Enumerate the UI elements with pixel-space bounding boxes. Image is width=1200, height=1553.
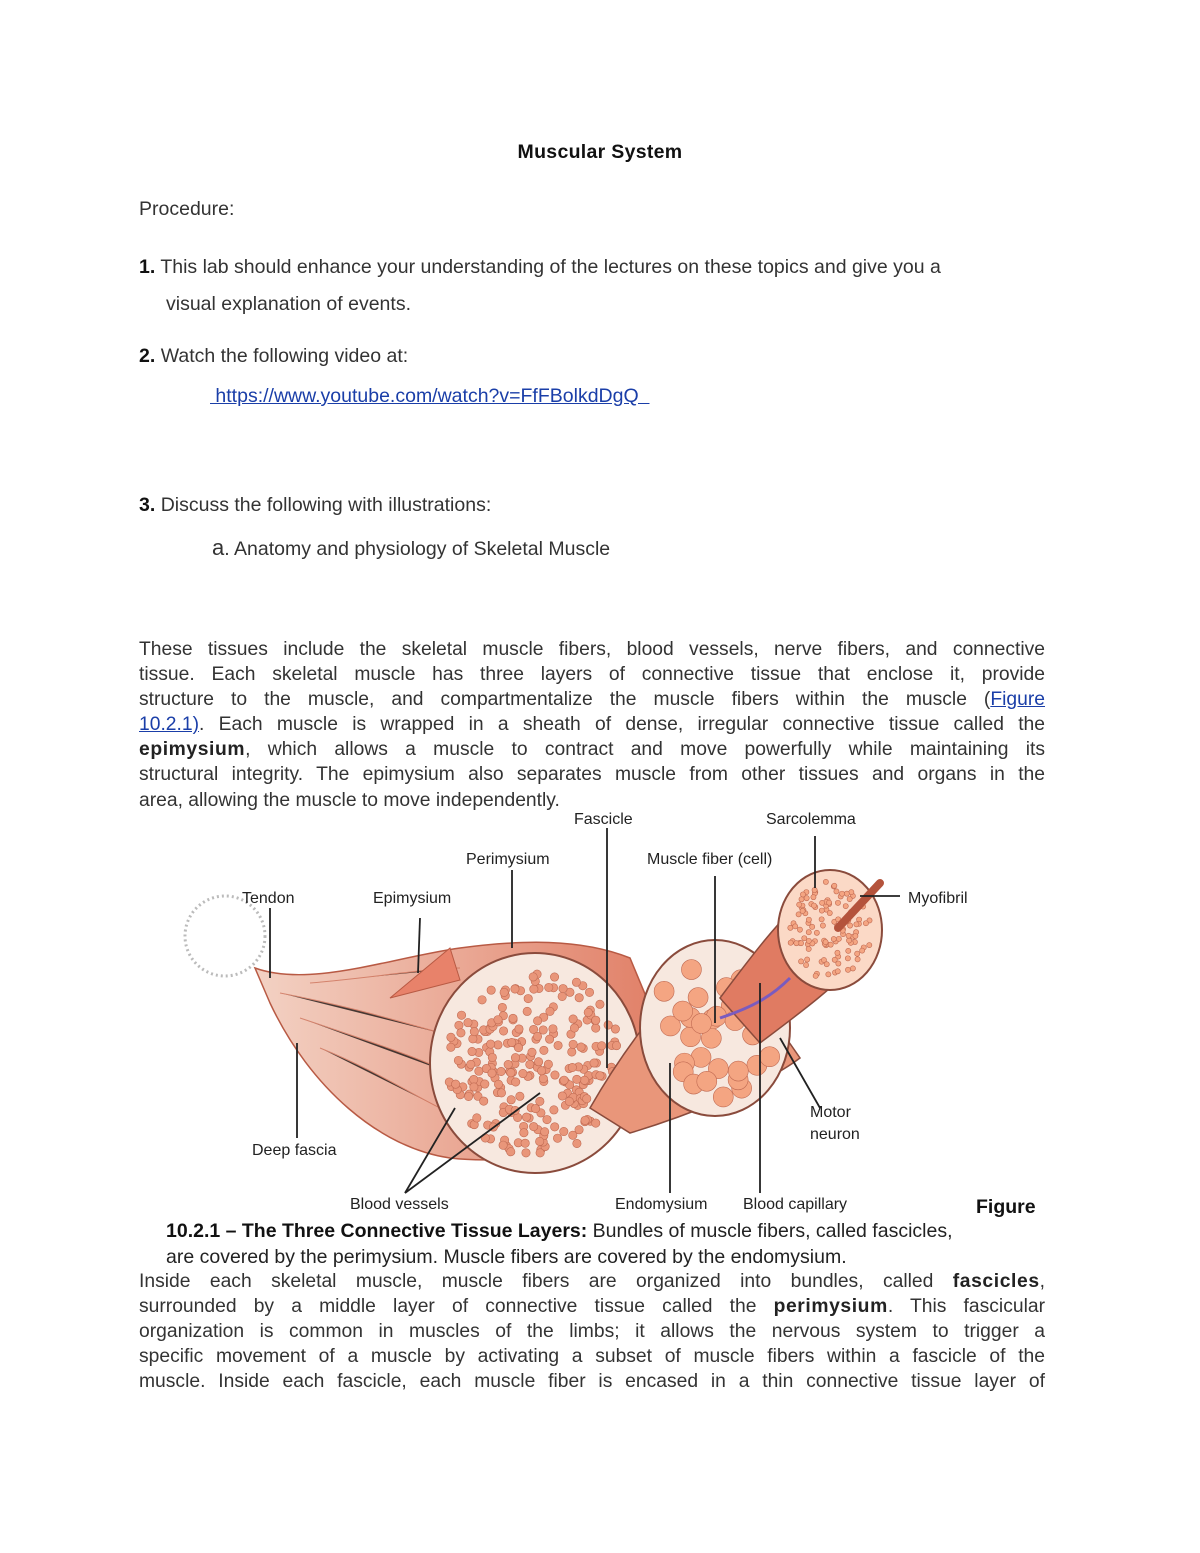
tissue-dot (802, 936, 807, 941)
tissue-dot (511, 985, 519, 993)
tissue-dot (845, 956, 850, 961)
tissue-dot (560, 1076, 568, 1084)
label-fascicle: Fascicle (574, 811, 633, 828)
tissue-dot (530, 985, 538, 993)
label-sarcolemma: Sarcolemma (766, 811, 856, 828)
tissue-dot (806, 946, 811, 951)
tissue-dot (469, 1035, 477, 1043)
tissue-dot (823, 939, 828, 944)
term-perimysium: perimysium (773, 1296, 888, 1318)
tissue-dot (834, 889, 839, 894)
para-line: epimysium, which allows a muscle to contract and move powerfully while maintaining its (139, 739, 1045, 761)
tissue-dot (797, 927, 802, 932)
para-line: organization is common in muscles of the limbs; it allows the nervous system to trigger a (139, 1321, 1045, 1343)
tissue-dot (475, 1067, 483, 1075)
tissue-dot (863, 921, 868, 926)
tissue-dot (520, 1129, 528, 1137)
tissue-dot (468, 1047, 476, 1055)
figure-link-number[interactable]: 10.2.1) (139, 714, 200, 736)
tissue-dot (536, 1149, 544, 1157)
tissue-dot (494, 1080, 502, 1088)
tissue-dot (697, 1071, 717, 1091)
paragraph-2 (139, 1269, 1045, 1394)
page-title: Muscular System (517, 141, 683, 163)
tissue-dot (584, 1008, 592, 1016)
tissue-dot (539, 1074, 547, 1082)
tissue-dot (526, 1060, 534, 1068)
tissue-dot (572, 978, 580, 986)
tissue-dot (524, 994, 532, 1002)
tissue-dot (497, 1089, 505, 1097)
para-line: structure to the muscle, and compartmentalize the muscle fibers within the muscle (Figure (139, 689, 1045, 711)
tissue-dot (478, 996, 486, 1004)
sub-letter: a (212, 535, 225, 560)
tissue-dot (529, 1122, 537, 1130)
tissue-dot (855, 957, 860, 962)
label-muscle-fiber: Muscle fiber (cell) (647, 851, 773, 868)
tissue-dot (788, 940, 793, 945)
tissue-dot (592, 1024, 600, 1032)
label-perimysium: Perimysium (466, 851, 550, 868)
term-epimysium: epimysium (139, 739, 246, 761)
tissue-dot (551, 1071, 559, 1079)
tissue-dot (575, 994, 583, 1002)
tissue-dot (454, 1056, 462, 1064)
tissue-dot (811, 903, 816, 908)
tissue-dot (812, 887, 817, 892)
tissue-dot (550, 1106, 558, 1114)
tissue-dot (457, 1029, 465, 1037)
tissue-dot (479, 1097, 487, 1105)
para-line: Inside each skeletal muscle, muscle fibers are organized into bundles, called fascicles, (139, 1271, 1045, 1292)
tissue-dot (839, 891, 844, 896)
tissue-dot (511, 1078, 519, 1086)
tissue-dot (537, 1067, 545, 1075)
tissue-dot (596, 1072, 604, 1080)
tissue-dot (580, 1076, 588, 1084)
tissue-dot (486, 1040, 494, 1048)
tissue-dot (569, 1015, 577, 1023)
tissue-dot (481, 1080, 489, 1088)
tissue-dot (464, 1092, 472, 1100)
tissue-dot (590, 1059, 598, 1067)
tissue-dot (854, 922, 859, 927)
tissue-dot (573, 1139, 581, 1147)
tissue-dot (592, 1119, 600, 1127)
tissue-dot (507, 1069, 515, 1077)
step-1 (139, 249, 1049, 285)
tissue-dot (488, 1069, 496, 1077)
tissue-dot (519, 1069, 527, 1077)
tissue-dot (804, 896, 809, 901)
tissue-dot (832, 883, 837, 888)
tissue-dot (688, 988, 708, 1008)
tissue-dot (612, 1041, 620, 1049)
tissue-dot (533, 1032, 541, 1040)
tissue-dot (826, 972, 831, 977)
tissue-dot (596, 1000, 604, 1008)
paragraph-1 (139, 637, 1045, 813)
tissue-dot (681, 960, 701, 980)
tissue-dot (470, 1083, 478, 1091)
tissue-dot (509, 1014, 517, 1022)
tissue-dot (570, 1024, 578, 1032)
tissue-dot (860, 948, 865, 953)
tissue-dot (568, 1063, 576, 1071)
step-number: 2. (139, 345, 156, 367)
tissue-dot (810, 924, 815, 929)
tissue-dot (691, 1013, 711, 1033)
para-line: structural integrity. The epimysium also separates muscle from other tissues and organs in the (139, 764, 1045, 786)
muscle-layers-figure (160, 808, 1010, 1218)
tissue-dot (853, 933, 858, 938)
label-deep-fascia: Deep fascia (252, 1142, 337, 1159)
tissue-dot (819, 917, 824, 922)
tissue-dot (598, 1042, 606, 1050)
tissue-dot (528, 1048, 536, 1056)
tissue-dot (847, 896, 852, 901)
tissue-dot (569, 1040, 577, 1048)
tissue-dot (521, 1139, 529, 1147)
tissue-dot (826, 900, 831, 905)
tissue-dot (805, 957, 810, 962)
step-2 (139, 338, 1049, 374)
tissue-dot (464, 1018, 472, 1026)
tissue-dot (499, 1141, 507, 1149)
tissue-dot (850, 966, 855, 971)
step-number: 3. (139, 494, 156, 516)
label-endomysium: Endomysium (615, 1196, 708, 1213)
tissue-dot (820, 923, 825, 928)
tendon-attachment (185, 896, 265, 976)
tissue-dot (798, 959, 803, 964)
tissue-dot (522, 1113, 530, 1121)
tissue-dot (728, 1061, 748, 1081)
tissue-dot (470, 1075, 478, 1083)
tissue-dot (558, 1092, 566, 1100)
tissue-dot (473, 1114, 481, 1122)
tissue-dot (835, 950, 840, 955)
tissue-dot (499, 1027, 507, 1035)
figure-caption-label: Figure (976, 1196, 1036, 1218)
tissue-dot (654, 981, 674, 1001)
tissue-dot (806, 917, 811, 922)
para-line: 10.2.1). Each muscle is wrapped in a sheath of dense, irregular connective tissue called the (139, 714, 1045, 736)
tissue-dot (494, 1016, 502, 1024)
tissue-dot (713, 1087, 733, 1107)
step-text: This lab should enhance your understanding of the lectures on these topics and give you a (160, 256, 941, 278)
label-motor: Motor (810, 1104, 851, 1121)
tissue-dot (573, 1075, 581, 1083)
tissue-dot (798, 941, 803, 946)
tissue-dot (585, 988, 593, 996)
step-number: 1. (139, 256, 156, 278)
tissue-dot (806, 930, 811, 935)
tissue-dot (522, 1149, 530, 1157)
tissue-dot (568, 1048, 576, 1056)
tissue-dot (673, 1001, 693, 1021)
tissue-dot (553, 1134, 561, 1142)
tissue-dot (457, 1011, 465, 1019)
video-link[interactable]: https://www.youtube.com/watch?v=FfFBolkdDgQ (210, 385, 650, 407)
tissue-dot (535, 1137, 543, 1145)
term-fascicles: fascicles (952, 1271, 1040, 1292)
tissue-dot (523, 1007, 531, 1015)
para-line: specific movement of a muscle by activating a subset of muscle fibers within a fascicle of the (139, 1346, 1045, 1368)
tissue-dot (846, 938, 851, 943)
tissue-dot (813, 973, 818, 978)
tissue-dot (507, 1096, 515, 1104)
tissue-dot (451, 1080, 459, 1088)
tissue-dot (559, 984, 567, 992)
step-1-continuation: visual explanation of events. (166, 293, 411, 315)
label-blood-vessels: Blood vessels (350, 1196, 449, 1213)
tissue-dot (531, 1104, 539, 1112)
tissue-dot (867, 943, 872, 948)
tissue-dot (500, 988, 508, 996)
sub-text: . Anatomy and physiology of Skeletal Muscle (224, 538, 611, 560)
tissue-dot (467, 1060, 475, 1068)
tissue-dot (847, 923, 852, 928)
tissue-dot (846, 948, 851, 953)
tissue-dot (797, 902, 802, 907)
tissue-dot (545, 1035, 553, 1043)
tissue-dot (516, 1092, 524, 1100)
tissue-dot (533, 1017, 541, 1025)
tissue-dot (793, 924, 798, 929)
tissue-dot (819, 900, 824, 905)
tissue-dot (508, 1038, 516, 1046)
tissue-dot (577, 1043, 585, 1051)
tissue-dot (824, 962, 829, 967)
tissue-dot (550, 973, 558, 981)
label-neuron: neuron (810, 1126, 860, 1143)
label-blood-capillary: Blood capillary (743, 1196, 848, 1213)
tissue-dot (540, 1128, 548, 1136)
tissue-dot (546, 1007, 554, 1015)
tissue-dot (583, 1095, 591, 1103)
tissue-dot (536, 1097, 544, 1105)
tissue-dot (836, 936, 841, 941)
tissue-dot (507, 1148, 515, 1156)
tissue-dot (855, 951, 860, 956)
tissue-dot (565, 1097, 573, 1105)
tissue-dot (846, 933, 851, 938)
tissue-dot (827, 910, 832, 915)
tissue-dot (604, 1021, 612, 1029)
tissue-dot (455, 1021, 463, 1029)
tissue-dot (558, 992, 566, 1000)
para-line: These tissues include the skeletal muscle fibers, blood vessels, nerve fibers, and connective (139, 639, 1045, 660)
tissue-dot (447, 1043, 455, 1051)
tissue-dot (800, 908, 805, 913)
tissue-dot (832, 957, 837, 962)
tissue-dot (554, 1041, 562, 1049)
tissue-dot (819, 908, 824, 913)
tissue-dot (543, 1115, 551, 1123)
tissue-dot (794, 941, 799, 946)
tissue-dot (540, 1046, 548, 1054)
tissue-dot (831, 936, 836, 941)
tissue-dot (487, 986, 495, 994)
tissue-dot (497, 1067, 505, 1075)
tissue-dot (592, 1016, 600, 1024)
caption-title: 10.2.1 – The Three Connective Tissue Layers: (166, 1220, 588, 1242)
step-text: Discuss the following with illustrations: (160, 494, 492, 516)
tissue-dot (845, 967, 850, 972)
sub-item-a (212, 535, 610, 561)
label-tendon: Tendon (242, 890, 295, 907)
para-line: tissue. Each skeletal muscle has three layers of connective tissue that enclose it, provide (139, 664, 1045, 686)
label-myofibril: Myofibril (908, 890, 968, 907)
tissue-dot (544, 1060, 552, 1068)
tissue-dot (799, 897, 804, 902)
tissue-dot (760, 1047, 780, 1067)
tissue-dot (504, 1060, 512, 1068)
tissue-dot (534, 1058, 542, 1066)
tissue-dot (545, 983, 553, 991)
tissue-dot (788, 925, 793, 930)
tissue-dot (498, 1003, 506, 1011)
tissue-dot (811, 895, 816, 900)
tissue-dot (470, 1027, 478, 1035)
tissue-dot (549, 1025, 557, 1033)
figure-caption: 10.2.1 – The Three Connective Tissue Layers: Bundles of muscle fibers, called fascicles, are covered by the perimysium. Muscle fibers are covered by the endomysium. (166, 1220, 953, 1268)
tissue-dot (814, 930, 819, 935)
tissue-dot (835, 969, 840, 974)
para-line: area, allowing the muscle to move independently. (139, 789, 560, 811)
step-3 (139, 487, 1049, 523)
para-line: muscle. Inside each fascicle, each muscle fiber is encased in a thin connective tissue layer of (139, 1371, 1045, 1393)
tissue-dot (515, 1025, 523, 1033)
tissue-dot (823, 879, 828, 884)
tissue-dot (843, 904, 848, 909)
tissue-dot (803, 962, 808, 967)
label-epimysium: Epimysium (373, 890, 452, 907)
tissue-dot (529, 973, 537, 981)
tissue-dot (844, 891, 849, 896)
figure-link[interactable]: Figure (990, 689, 1045, 711)
tissue-dot (828, 942, 833, 947)
tissue-dot (835, 900, 840, 905)
para-line: surrounded by a middle layer of connective tissue called the perimysium. This fascicular (139, 1296, 1045, 1318)
tissue-dot (511, 1053, 519, 1061)
tissue-dot (551, 1123, 559, 1131)
procedure-label: Procedure: (139, 198, 235, 220)
tissue-dot (569, 1131, 577, 1139)
tissue-dot (560, 1127, 568, 1135)
tissue-dot (581, 1116, 589, 1124)
tissue-dot (488, 1053, 496, 1061)
step-text: Watch the following video at: (160, 345, 409, 367)
tissue-dot (447, 1033, 455, 1041)
